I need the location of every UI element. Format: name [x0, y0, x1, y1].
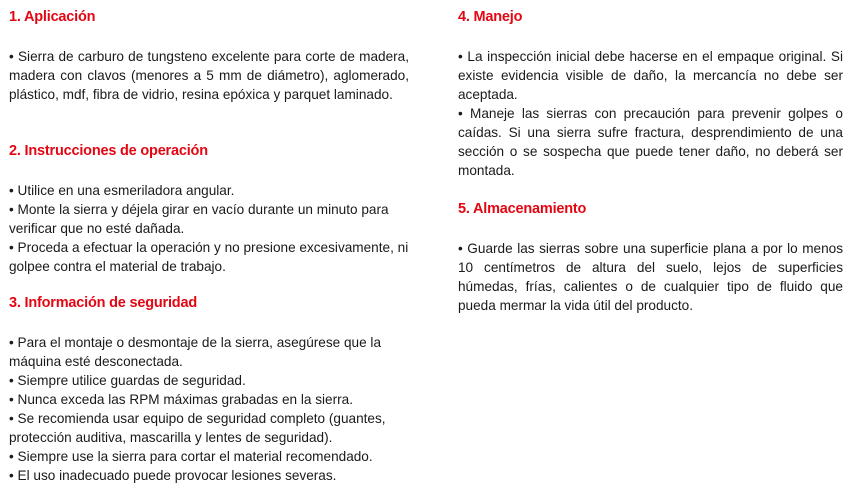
list-item: • La inspección inicial debe hacerse en el empaque original. Si existe evidencia visible de daño, la mercancía no debe ser aceptada. — [458, 49, 843, 102]
list-item: • Utilice en una esmeriladora angular. — [9, 183, 235, 198]
section-heading: 3. Información de seguridad — [9, 295, 197, 311]
list-item: • Siempre utilice guardas de seguridad. — [9, 373, 246, 388]
section-almacenamiento — [458, 200, 843, 315]
list-item: • Sierra de carburo de tungsteno excelente para corte de madera, madera con clavos (menores a 5 mm de diámetro), aglomerado, plástico, mdf, fibra de vidrio, resina epóxica y parquet laminado. — [9, 49, 409, 102]
list-item: • El uso inadecuado puede provocar lesiones severas. — [9, 468, 337, 483]
list-item: • Guarde las sierras sobre una superficie plana a por lo menos 10 centímetros de altura del suelo, lejos de superficies húmedas, frías, calientes o de cualquier tipo de fluido que pueda mermar la vida útil del producto. — [458, 241, 843, 313]
list-item: • Para el montaje o desmontaje de la sierra, asegúrese que la máquina esté desconectada. — [9, 335, 382, 369]
section-heading: 4. Manejo — [458, 9, 523, 25]
section-list — [458, 239, 843, 315]
section-heading: 1. Aplicación — [9, 9, 96, 25]
list-item: • Siempre use la sierra para cortar el material recomendado. — [9, 449, 373, 464]
list-item: • Maneje las sierras con precaución para prevenir golpes o caídas. Si una sierra sufre fractura, desprendimiento de una sección o se sospecha que puede tener daño, no deberá ser montada. — [458, 106, 843, 178]
section-list — [9, 47, 409, 104]
list-item: • Proceda a efectuar la operación y no presione excesivamente, ni golpee contra el material de trabajo. — [9, 240, 409, 274]
section-list — [458, 47, 843, 180]
section-instrucciones — [9, 142, 409, 276]
section-list — [9, 333, 409, 485]
section-heading: 2. Instrucciones de operación — [9, 143, 208, 159]
list-item: • Monte la sierra y déjela girar en vacío durante un minuto para verificar que no esté dañada. — [9, 202, 389, 236]
section-seguridad — [9, 294, 409, 485]
list-item: • Nunca exceda las RPM máximas grabadas en la sierra. — [9, 392, 353, 407]
list-item: • Se recomienda usar equipo de seguridad completo (guantes, protección auditiva, mascarilla y lentes de seguridad). — [9, 411, 386, 445]
section-manejo — [458, 8, 843, 180]
section-list — [9, 181, 409, 276]
section-aplicacion — [9, 8, 409, 104]
section-heading: 5. Almacenamiento — [458, 201, 587, 217]
